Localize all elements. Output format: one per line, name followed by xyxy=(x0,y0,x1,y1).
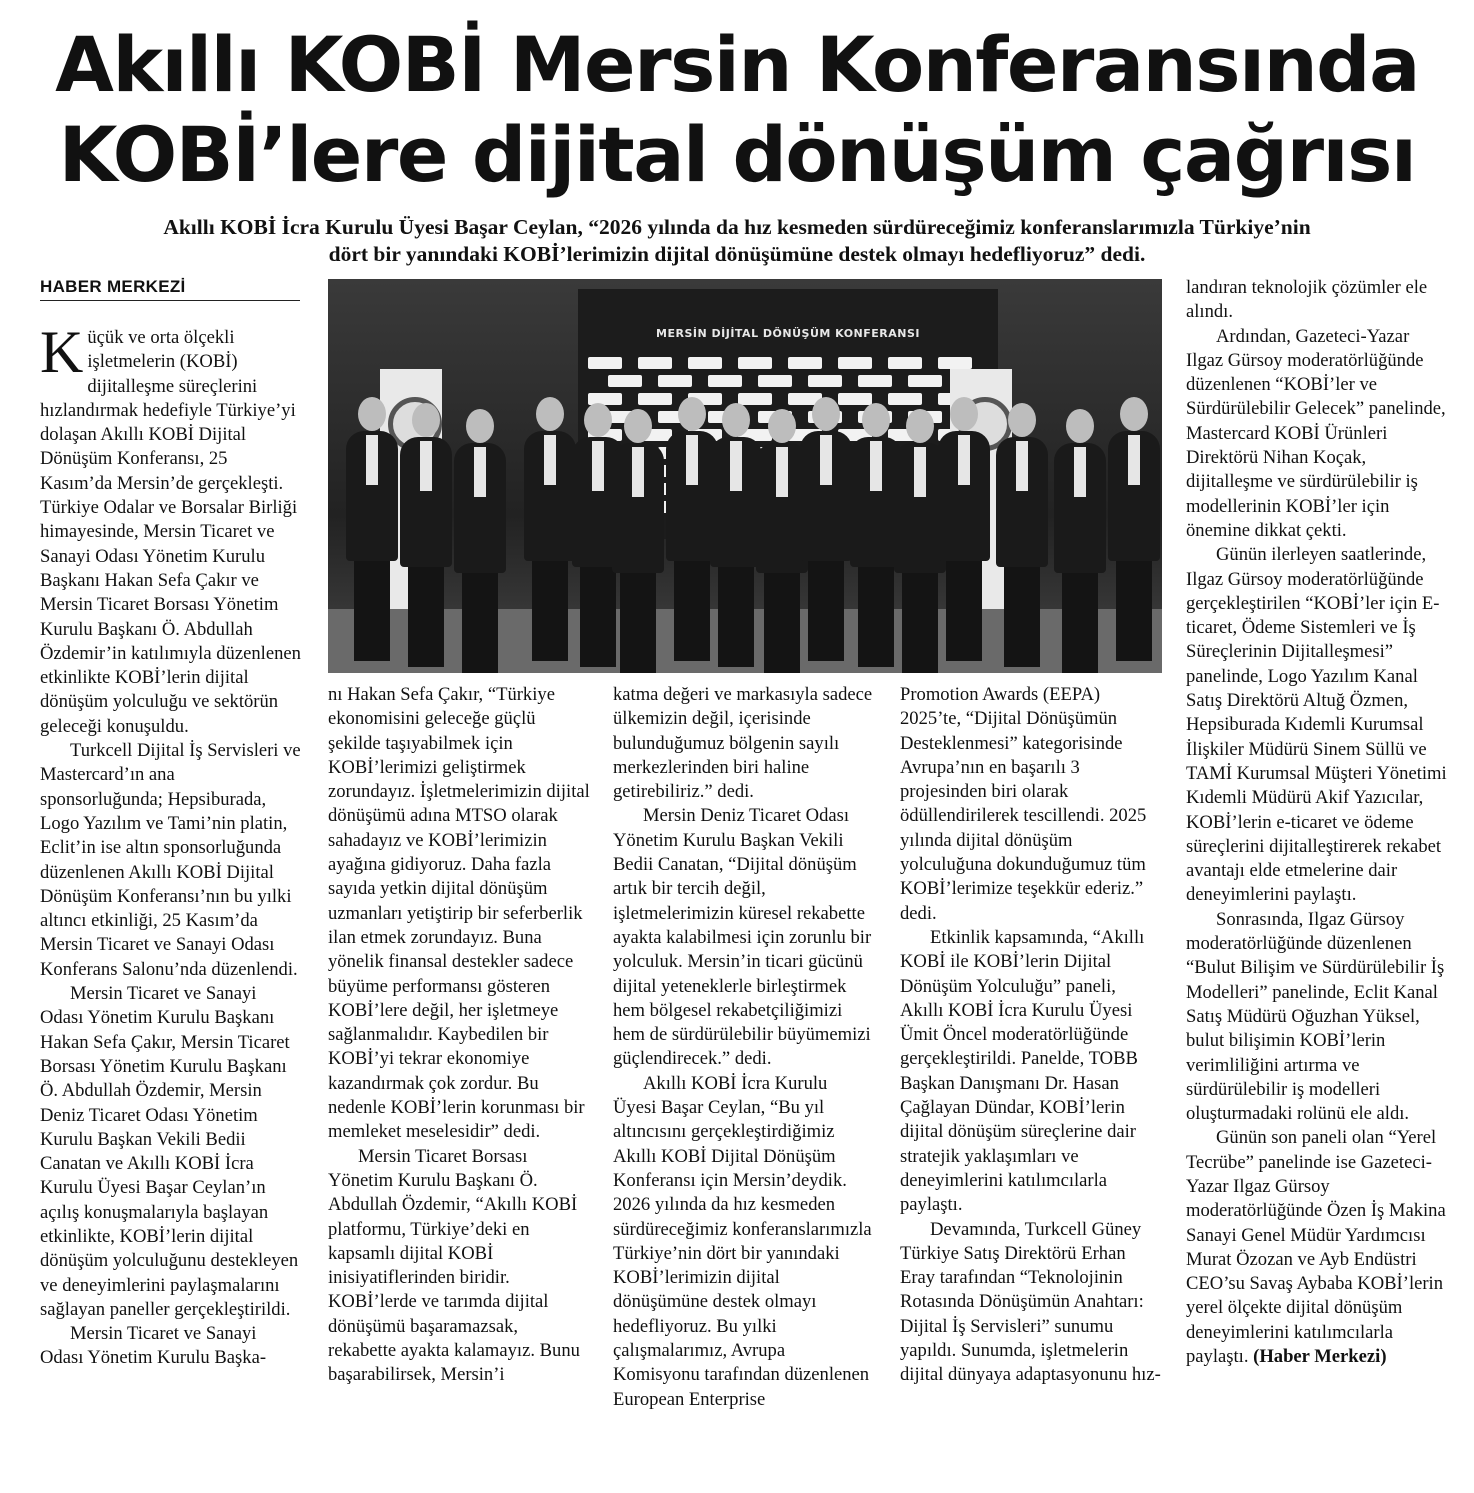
person-head xyxy=(1066,409,1094,443)
person-head xyxy=(722,403,750,437)
sponsor-logo xyxy=(738,357,772,369)
sponsor-logo xyxy=(808,375,842,387)
person-legs xyxy=(532,561,568,661)
paragraph: Devamında, Turkcell Güney Türkiye Satış Direktörü Erhan Eray tarafından “Teknolojinin Rotasında Dönüşümün Anahtarı: Dijital İş Servisleri” sunumu yapıldı. Sunumda, işletmelerin dijital dünyaya adaptasyonunu hız- xyxy=(900,1218,1161,1386)
person-head xyxy=(768,409,796,443)
sponsor-logo xyxy=(688,357,722,369)
person-shirt xyxy=(1074,447,1086,497)
person-shirt xyxy=(958,435,970,485)
person-legs xyxy=(946,561,982,661)
signature: (Haber Merkezi) xyxy=(1253,1346,1387,1368)
person-legs xyxy=(674,561,710,661)
person-legs xyxy=(808,561,844,661)
photo-banner-title: MERSİN DİJİTAL DÖNÜŞÜM KONFERANSI xyxy=(656,327,920,340)
sponsor-logo xyxy=(908,375,942,387)
person-head xyxy=(812,397,840,431)
sponsor-logo xyxy=(708,375,742,387)
sponsor-logo xyxy=(658,375,692,387)
person-head xyxy=(624,409,652,443)
person-shirt xyxy=(592,441,604,491)
person-shirt xyxy=(544,435,556,485)
column-2 xyxy=(328,683,590,1388)
sponsor-logo xyxy=(888,357,922,369)
person-shirt xyxy=(474,447,486,497)
paragraph: Mersin Ticaret Borsası Yönetim Kurulu Başkanı Ö. Abdullah Özdemir, “Akıllı KOBİ platformu, Türkiye’deki en kapsamlı dijital KOBİ inisiyatiflerinden biridir. KOBİ’lerde ve tarımda dijital dönüşümü başaramazsak, rekabette ayakta kalamayız. Bunu başarabilirsek, Mersin’i xyxy=(328,1145,580,1386)
paragraph: Sonrasında, Ilgaz Gürsoy moderatörlüğünde düzenlenen “Bulut Bilişim ve Sürdürülebilir İş Modelleri” panelinde, Eclit Kanal Satış Müdürü Oğuzhan Yüksel, bulut bilişimin KOBİ’lerin verimliliğini artırma ve sürdürülebilir iş modelleri oluşturmadaki rolünü ele aldı. xyxy=(1186,908,1445,1125)
person-shirt xyxy=(366,435,378,485)
sponsor-logo xyxy=(588,357,622,369)
group-photo xyxy=(328,279,1162,673)
logo-row xyxy=(588,375,988,389)
person-shirt xyxy=(1128,435,1140,485)
sponsor-logo xyxy=(758,375,792,387)
paragraph: Günün ilerleyen saatlerinde, Ilgaz Gürsoy moderatörlüğünde gerçekleştirilen “KOBİ’ler için E-ticaret, Ödeme Sistemleri ve İş Süreçlerinin Dijitalleşmesi” panelinde, Logo Yazılım Kanal Satış Direktörü Altuğ Özmen, Hepsiburada Kıdemli Kurumsal İlişkiler Müdürü Sinem Süllü ve TAMİ Kurumsal Müşteri Yönetimi Kıdemli Müdürü Akif Yazıcılar, KOBİ’lerin e-ticaret ve ödeme süreçlerini dijitalleştirerek rekabet avantajı elde etmelerine dair deneyimlerini paylaştı. xyxy=(1186,544,1447,906)
paragraph: Promotion Awards (EEPA) 2025’te, “Dijital Dönüşümün Desteklenmesi” kategorisinde Avrupa’nın en başarılı 3 projesinden biri olarak ödüllendirilerek tescillendi. 2025 yılında dijital dönüşüm yolculuğuna dokunduğumuz tüm KOBİ’lerimize teşekkür ederiz.” dedi. xyxy=(900,684,1147,924)
deck-line-2: dört bir yanındaki KOBİ’lerimizin dijital dönüşümüne destek olmayı hedefliyoruz” dedi. xyxy=(328,242,1146,266)
paragraph: Mersin Deniz Ticaret Odası Yönetim Kurulu Başkan Vekili Bedii Canatan, “Dijital dönüşüm artık bir tercih değil, işletmelerimizin küresel rekabette ayakta kalabilmesi için zorunlu bir yolculuk. Mersin’in ticari gücünü dijital yeteneklerle birleştirmek hem bölgesel rekabetçiliğimizi hem de sürdürülebilir büyümemizi güçlendirecek.” dedi. xyxy=(613,805,872,1070)
headline-line-2: KOBİ’lere dijital dönüşüm çağrısı xyxy=(58,110,1416,199)
person-legs xyxy=(718,567,754,667)
logo-row xyxy=(588,393,988,407)
person-shirt xyxy=(420,441,432,491)
headline-line-1: Akıllı KOBİ Mersin Konferansında xyxy=(55,20,1419,109)
person-head xyxy=(412,403,440,437)
person-shirt xyxy=(820,435,832,485)
paragraph: landıran teknolojik çözümler ele alındı. xyxy=(1186,277,1428,323)
sponsor-logo xyxy=(838,393,872,405)
sponsor-logo xyxy=(938,357,972,369)
byline: HABER MERKEZİ xyxy=(40,276,300,301)
paragraph: Ardından, Gazeteci-Yazar Ilgaz Gürsoy moderatörlüğünde düzenlenen “KOBİ’ler ve Sürdürülebilir Gelecek” panelinde, Mastercard KOBİ Ürünleri Direktörü Nihan Koçak, dijitalleşme ve sürdürülebilir iş modellerinin KOBİ’ler için önemine dikkat çekti. xyxy=(1186,325,1446,541)
deck-line-1: Akıllı KOBİ İcra Kurulu Üyesi Başar Ceylan, “2026 yılında da hız kesmeden sürdüreceğimiz konferanslarımızla Türkiye’nin xyxy=(163,215,1311,239)
person-head xyxy=(906,409,934,443)
person-head xyxy=(950,397,978,431)
person-legs xyxy=(764,573,800,673)
paragraph: Etkinlik kapsamında, “Akıllı KOBİ ile KOBİ’lerin Dijital Dönüşüm Yolculuğu” paneli, Akıllı KOBİ İcra Kurulu Üyesi Ümit Öncel moderatörlüğünde gerçekleştirildi. Panelde, TOBB Başkan Danışmanı Dr. Hasan Çağlayan Dündar, KOBİ’lerin dijital dönüşüm süreçlerine dair stratejik yaklaşımları ve deneyimlerini katılımcılarla paylaştı. xyxy=(900,926,1145,1216)
person-head xyxy=(862,403,890,437)
paragraph-text: Günün son paneli olan “Yerel Tecrübe” panelinde ise Gazeteci-Yazar Ilgaz Gürsoy moderatörlüğünde Özen İş Makina Sanayi Genel Müdür Yardımcısı Murat Özozan ve Ayb Endüstri CEO’su Savaş Aybaba KOBİ’lerin yerel ölçekte dijital dönüşüm deneyimlerini katılımcılarla paylaştı. xyxy=(1186,1127,1446,1368)
sponsor-logo xyxy=(788,357,822,369)
person-head xyxy=(1120,397,1148,431)
person-head xyxy=(536,397,564,431)
column-5 xyxy=(1186,276,1448,1369)
column-4 xyxy=(900,683,1162,1388)
person-shirt xyxy=(686,435,698,485)
sponsor-logo xyxy=(738,393,772,405)
person-legs xyxy=(1004,567,1040,667)
drop-cap: K xyxy=(40,319,84,385)
column-3 xyxy=(613,683,875,1412)
person-legs xyxy=(858,567,894,667)
person-head xyxy=(358,397,386,431)
person-legs xyxy=(1062,573,1098,673)
sponsor-logo xyxy=(858,375,892,387)
paragraph-text: üçük ve orta ölçekli işletmelerin (KOBİ) dijitalleşme süreçlerini hızlandırmak hedefiyle Türkiye’yi dolaşan Akıllı KOBİ Dijital Dönüşüm Konferansı, 25 Kasım’da Mersin’de gerçekleşti. Türkiye Odalar ve Borsalar Birliği himayesinde, Mersin Ticaret ve Sanayi Odası Yönetim Kurulu Başkanı Hakan Sefa Çakır ve Mersin Ticaret Borsası Yönetim Kurulu Başkanı Ö. Abdullah Özdemir’in katılımıyla düzenlenen etkinlikte KOBİ’lerin dijital dönüşüm yolculuğu ve sektörün geleceği konuşuldu. xyxy=(40,327,301,737)
paragraph xyxy=(40,319,302,739)
person-shirt xyxy=(914,447,926,497)
person-legs xyxy=(462,573,498,673)
person-shirt xyxy=(1016,441,1028,491)
paragraph: nı Hakan Sefa Çakır, “Türkiye ekonomisini geleceğe güçlü şekilde taşıyabilmek için KOBİ’lerimizi geliştirmek zorundayız. İşletmelerimizin dijital dönüşümü adına MTSO olarak sahadayız ve KOBİ’lerimizin ayağına gidiyoruz. Daha fazla sayıda yetkin dijital dönüşüm uzmanları yetiştirip bir seferberlik ilan etmek zorundayız. Buna yönelik finansal destekler sadece büyüme performansı gösteren KOBİ’lere değil, her işletmeye sağlanmalıdır. Kaybedilen bir KOBİ’yi tekrar ekonomiye kazandırmak çok zordur. Bu nedenle KOBİ’lerin korunması bir memleket meselesidir” dedi. xyxy=(328,684,590,1143)
sponsor-logo xyxy=(638,357,672,369)
person-shirt xyxy=(776,447,788,497)
paragraph: Mersin Ticaret ve Sanayi Odası Yönetim Kurulu Başka- xyxy=(40,1323,267,1369)
person-legs xyxy=(354,561,390,661)
person-shirt xyxy=(730,441,742,491)
person-head xyxy=(584,403,612,437)
paragraph: Akıllı KOBİ İcra Kurulu Üyesi Başar Ceylan, “Bu yıl altıncısını gerçekleştirdiğimiz Akıllı KOBİ Dijital Dönüşüm Konferansı için Mersin’deydik. 2026 yılında da hız kesmeden sürdüreceğimiz konferanslarımızla Türkiye’nin dört bir yanındaki KOBİ’lerimizin dijital dönüşümüne destek olmayı hedefliyoruz. Bu yılki çalışmalarımız, Avrupa Komisyonu tarafından düzenlenen European Enterprise xyxy=(613,1072,872,1410)
person-legs xyxy=(408,567,444,667)
person-legs xyxy=(902,573,938,673)
sponsor-logo xyxy=(888,393,922,405)
person-shirt xyxy=(870,441,882,491)
person-head xyxy=(678,397,706,431)
column-1 xyxy=(40,319,302,1371)
paragraph xyxy=(1186,1126,1448,1369)
sponsor-logo xyxy=(638,393,672,405)
logo-row xyxy=(588,357,988,371)
sponsor-logo xyxy=(838,357,872,369)
paragraph: katma değeri ve markasıyla sadece ülkemizin değil, içerisinde bulunduğumuz bölgenin sayılı merkezlerinden biri haline getirebiliriz.” dedi. xyxy=(613,684,873,803)
person-legs xyxy=(580,567,616,667)
person-head xyxy=(1008,403,1036,437)
person-legs xyxy=(1116,561,1152,661)
person-legs xyxy=(620,573,656,673)
paragraph: Mersin Ticaret ve Sanayi Odası Yönetim Kurulu Başkanı Hakan Sefa Çakır, Mersin Ticaret Borsası Yönetim Kurulu Başkanı Ö. Abdullah Özdemir, Mersin Deniz Ticaret Odası Yönetim Kurulu Başkan Vekili Bedii Canatan ve Akıllı KOBİ İcra Kurulu Üyesi Başar Ceylan’ın açılış konuşmalarıyla başlayan etkinlikte, KOBİ’lerin dijital dönüşüm yolculuğunu destekleyen ve deneyimlerini paylaşmalarını sağlayan paneller gerçekleştirildi. xyxy=(40,983,299,1320)
paragraph: Turkcell Dijital İş Servisleri ve Mastercard’ın ana sponsorluğunda; Hepsiburada, Logo Yazılım ve Tami’nin platin, Eclit’in ise altın sponsorluğunda düzenlenen Akıllı KOBİ Dijital Dönüşüm Konferansı’nın bu yılki altıncı etkinliği, 25 Kasım’da Mersin Ticaret ve Sanayi Odası Konferans Salonu’nda düzenlendi. xyxy=(40,740,301,980)
person-head xyxy=(466,409,494,443)
sponsor-logo xyxy=(608,375,642,387)
person-shirt xyxy=(632,447,644,497)
